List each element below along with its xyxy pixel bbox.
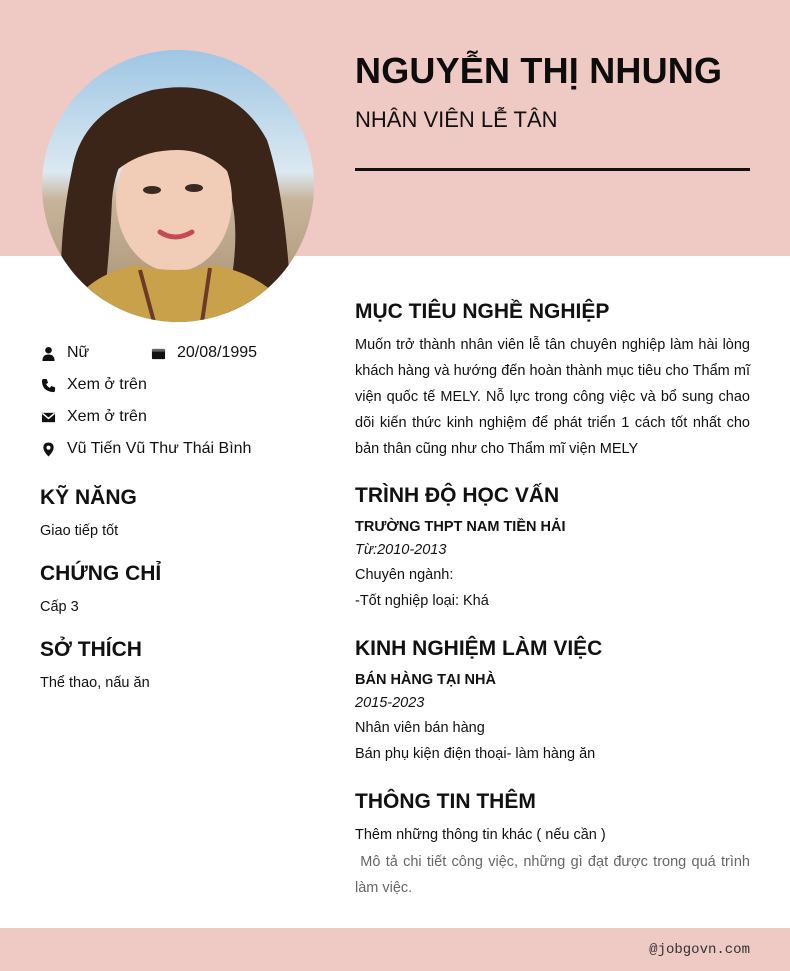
dob-row <box>150 344 257 362</box>
dob-value: 20/08/1995 <box>177 344 258 361</box>
candidate-position: NHÂN VIÊN LỄ TÂN <box>355 107 558 132</box>
footer-brand: @jobgovn.com <box>649 942 750 958</box>
candidate-name: NGUYỄN THỊ NHUNG <box>355 50 723 91</box>
additional-title: THÔNG TIN THÊM <box>355 790 536 813</box>
header-divider <box>355 168 750 171</box>
objective-title: MỤC TIÊU NGHỀ NGHIỆP <box>355 300 610 323</box>
calendar-icon <box>150 345 166 361</box>
experience-detail: Bán phụ kiện điện thoại- làm hàng ăn <box>355 746 596 762</box>
education-result: -Tốt nghiệp loại: Khá <box>355 593 489 609</box>
mail-icon <box>40 409 56 425</box>
gender-row <box>40 344 89 362</box>
certificates-text: Cấp 3 <box>40 599 79 615</box>
address-row <box>40 440 251 458</box>
phone-row <box>40 376 147 394</box>
hobbies-text: Thể thao, nấu ăn <box>40 675 150 691</box>
hobbies-title: SỞ THÍCH <box>40 638 142 661</box>
experience-period: 2015-2023 <box>355 695 425 711</box>
email-row <box>40 408 147 426</box>
skills-text: Giao tiếp tốt <box>40 523 119 539</box>
email-value: Xem ở trên <box>67 408 147 425</box>
gender-value: Nữ <box>67 344 90 361</box>
profile-photo <box>42 50 314 322</box>
location-pin-icon <box>40 441 56 457</box>
person-icon <box>40 345 56 361</box>
education-period: Từ:2010-2013 <box>355 542 447 558</box>
education-major: Chuyên ngành: <box>355 567 454 583</box>
experience-company: BÁN HÀNG TẠI NHÀ <box>355 672 496 688</box>
education-school: TRƯỜNG THPT NAM TIỀN HẢI <box>355 519 566 535</box>
skills-title: KỸ NĂNG <box>40 486 137 509</box>
education-title: TRÌNH ĐỘ HỌC VẤN <box>355 484 560 507</box>
experience-title: KINH NGHIỆM LÀM VIỆC <box>355 637 603 660</box>
additional-line-2: Mô tả chi tiết công việc, những gì đạt được trong quá trình làm việc. <box>355 854 755 896</box>
address-value: Vũ Tiến Vũ Thư Thái Bình <box>67 440 252 457</box>
certificates-title: CHỨNG CHỈ <box>40 562 162 585</box>
phone-icon <box>40 377 56 393</box>
objective-text: Muốn trở thành nhân viên lễ tân chuyên nghiệp làm hài lòng khách hàng và hướng đến hoàn thành mục tiêu cho Thẩm mĩ viện quốc tế MELY. Nỗ lực trong công việc và bổ sung chao dõi kiến thức kinh nghiệm để phát triển 1 cách tốt nhất cho bản thân cũng như cho Thẩm mĩ viện MELY <box>355 337 750 457</box>
phone-value: Xem ở trên <box>67 376 147 393</box>
experience-role: Nhân viên bán hàng <box>355 720 485 736</box>
additional-line-1: Thêm những thông tin khác ( nếu cần ) <box>355 827 606 843</box>
